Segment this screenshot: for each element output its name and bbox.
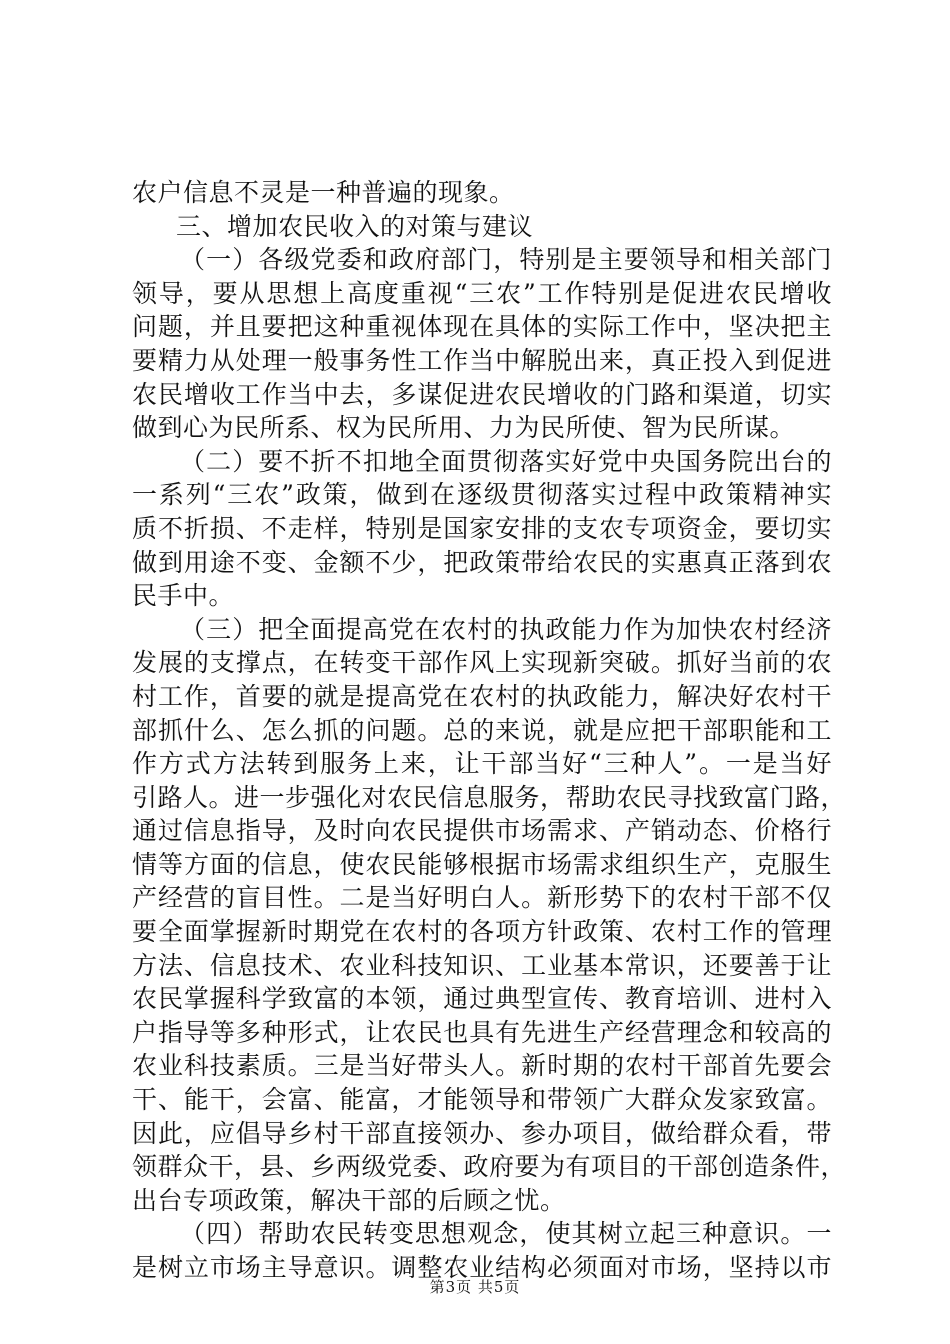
text-line: 是树立市场主导意识。调整农业结构必须面对市场，坚持以市 [132, 1253, 832, 1282]
text-line: 通过信息指导，及时向农民提供市场需求、产销动态、价格行 [132, 816, 832, 846]
text-line: 质不折损、不走样，特别是国家安排的支农专项资金，要切实 [132, 513, 832, 543]
text-line: 出台专项政策，解决干部的后顾之忧。 [132, 1185, 566, 1215]
text-line: 作方式方法转到服务上来，让干部当好“三种人”。一是当好 [132, 749, 832, 779]
text-line: （三）把全面提高党在农村的执政能力作为加快农村经济 [180, 614, 832, 644]
text-line: 户指导等多种形式，让农民也具有先进生产经营理念和较高的 [132, 1017, 832, 1047]
text-line: 情等方面的信息，使农民能够根据市场需求组织生产，克服生 [132, 849, 832, 879]
text-line: 产经营的盲目性。二是当好明白人。新形势下的农村干部不仅 [132, 883, 832, 913]
page-footer: 第3页 共5页 [429, 1278, 521, 1296]
text-line: 干、能干，会富、能富，才能领导和带领广大群众发家致富。 [132, 1085, 832, 1115]
document-body [132, 176, 847, 1285]
text-line: 农民增收工作当中去，多谋促进农民增收的门路和渠道，切实 [132, 379, 832, 409]
text-line: （二）要不折不扣地全面贯彻落实好党中央国务院出台的 [180, 446, 832, 476]
text-line: 农户信息不灵是一种普遍的现象。 [132, 178, 515, 207]
text-line: 部抓什么、怎么抓的问题。总的来说，就是应把干部职能和工 [132, 715, 832, 745]
text-line: 问题，并且要把这种重视体现在具体的实际工作中，坚决把主 [132, 312, 832, 342]
text-line: （四）帮助农民转变思想观念，使其树立起三种意识。一 [180, 1219, 832, 1249]
text-line: 农民掌握科学致富的本领，通过典型宣传、教育培训、进村入 [132, 984, 832, 1014]
text-line: 要全面掌握新时期党在农村的各项方针政策、农村工作的管理 [132, 917, 832, 947]
text-line: 方法、信息技术、农业科技知识、工业基本常识，还要善于让 [132, 950, 832, 980]
text-line: 民手中。 [132, 581, 235, 611]
text-line: 要精力从处理一般事务性工作当中解脱出来，真正投入到促进 [132, 345, 832, 375]
text-line: 做到用途不变、金额不少，把政策带给农民的实惠真正落到农 [132, 547, 832, 577]
text-line: 领群众干，县、乡两级党委、政府要为有项目的干部创造条件， [132, 1152, 847, 1182]
text-line: 三、增加农民收入的对策与建议 [176, 211, 534, 241]
text-line: 因此，应倡导乡村干部直接领办、参办项目，做给群众看，带 [132, 1118, 832, 1148]
text-line: 农业科技素质。三是当好带头人。新时期的农村干部首先要会 [132, 1051, 832, 1081]
text-line: 引路人。进一步强化对农民信息服务，帮助农民寻找致富门路， [132, 782, 847, 812]
text-line: 发展的支撑点，在转变干部作风上实现新突破。抓好当前的农 [132, 648, 832, 678]
text-line: 一系列“三农”政策，做到在逐级贯彻落实过程中政策精神实 [132, 480, 832, 510]
text-line: 村工作，首要的就是提高党在农村的执政能力，解决好农村干 [132, 681, 832, 711]
text-line: （一）各级党委和政府部门，特别是主要领导和相关部门 [180, 245, 832, 275]
text-line: 领导，要从思想上高度重视“三农”工作特别是促进农民增收 [132, 278, 832, 308]
text-line: 做到心为民所系、权为民所用、力为民所使、智为民所谋。 [132, 413, 796, 443]
